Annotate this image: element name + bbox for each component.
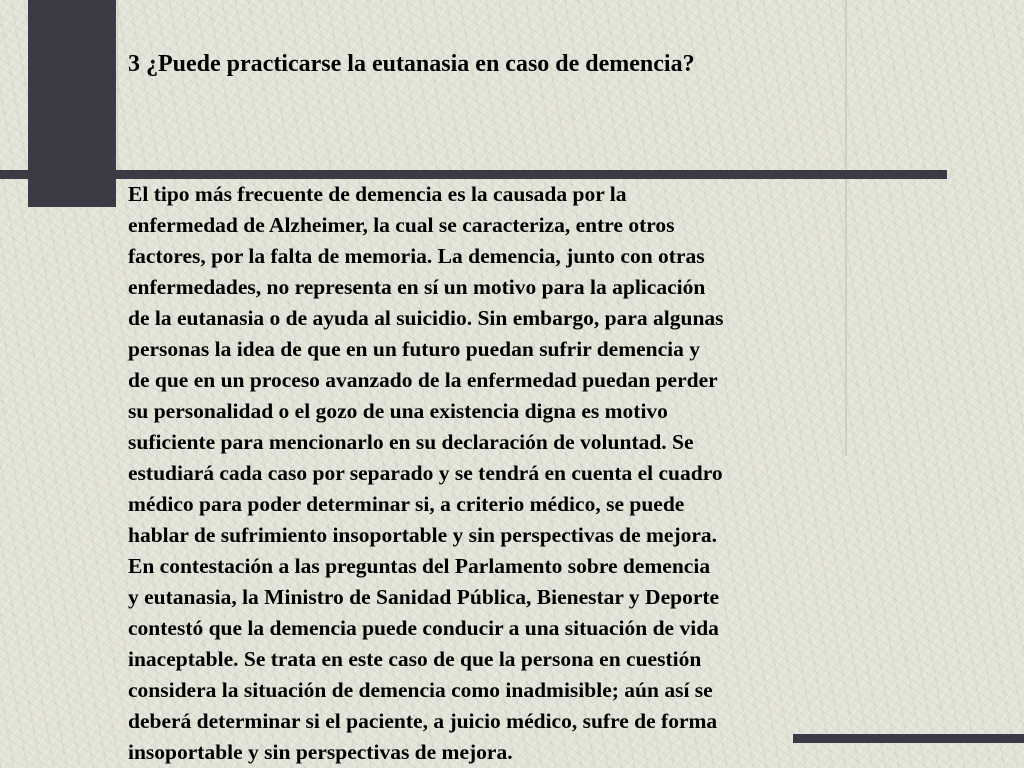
body-line-17: considera la situación de demencia como inadmisible; aún así se	[128, 678, 713, 702]
body-line-10: estudiará cada caso por separado y se tendrá en cuenta el cuadro	[128, 461, 723, 485]
body-line-9: suficiente para mencionarlo en su declaración de voluntad. Se	[128, 430, 694, 454]
body-line-3: factores, por la falta de memoria. La demencia, junto con otras	[128, 244, 705, 268]
body-line-19: insoportable y sin perspectivas de mejora.	[128, 740, 513, 764]
slide-body	[128, 179, 848, 768]
body-line-13: En contestación a las preguntas del Parlamento sobre demencia	[128, 554, 711, 578]
body-line-12: hablar de sufrimiento insoportable y sin perspectivas de mejora.	[128, 523, 718, 547]
decorative-top-bar	[0, 170, 947, 179]
body-line-1: El tipo más frecuente de demencia es la causada por la	[128, 182, 627, 206]
slide-title: 3 ¿Puede practicarse la eutanasia en caso de demencia?	[128, 51, 695, 77]
body-line-2: enfermedad de Alzheimer, la cual se caracteriza, entre otros	[128, 213, 675, 237]
body-line-18: deberá determinar si el paciente, a juicio médico, sufre de forma	[128, 709, 718, 733]
body-line-8: su personalidad o el gozo de una existencia digna es motivo	[128, 399, 668, 423]
body-line-7: de que en un proceso avanzado de la enfermedad puedan perder	[128, 368, 718, 392]
body-line-16: inaceptable. Se trata en este caso de que la persona en cuestión	[128, 647, 702, 671]
body-line-6: personas la idea de que en un futuro puedan sufrir demencia y	[128, 337, 701, 361]
body-line-15: contestó que la demencia puede conducir a una situación de vida	[128, 616, 719, 640]
body-line-4: enfermedades, no representa en sí un motivo para la aplicación	[128, 275, 706, 299]
body-line-5: de la eutanasia o de ayuda al suicidio. Sin embargo, para algunas	[128, 306, 724, 330]
body-line-11: médico para poder determinar si, a criterio médico, se puede	[128, 492, 685, 516]
body-line-14: y eutanasia, la Ministro de Sanidad Pública, Bienestar y Deporte	[128, 585, 720, 609]
decorative-frame-left	[117, 0, 118, 170]
